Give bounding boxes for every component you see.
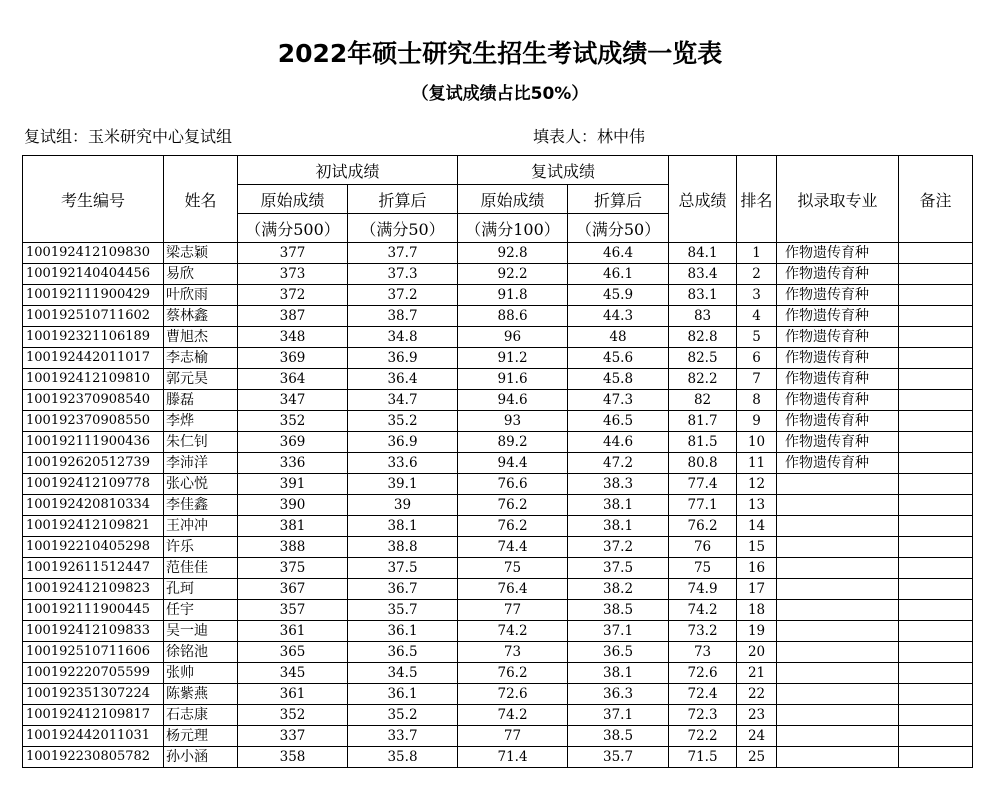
cell-id: 100192510711602 — [23, 306, 164, 327]
cell-retest-conv: 36.5 — [568, 642, 669, 663]
cell-retest-conv: 37.1 — [568, 705, 669, 726]
cell-prelim-conv: 35.2 — [348, 411, 458, 432]
cell-name: 叶欣雨 — [164, 285, 238, 306]
cell-prelim-raw: 375 — [238, 558, 348, 579]
table-row — [23, 558, 973, 579]
cell-id: 100192412109821 — [23, 516, 164, 537]
table-row — [23, 264, 973, 285]
cell-prelim-conv: 34.5 — [348, 663, 458, 684]
cell-major: 作物遗传育种 — [777, 285, 899, 306]
cell-retest-conv: 35.7 — [568, 747, 669, 768]
cell-total: 74.2 — [669, 600, 737, 621]
cell-note — [899, 285, 973, 306]
cell-retest-raw: 76.2 — [458, 663, 568, 684]
cell-prelim-conv: 37.2 — [348, 285, 458, 306]
cell-retest-raw: 96 — [458, 327, 568, 348]
cell-prelim-conv: 35.8 — [348, 747, 458, 768]
cell-retest-raw: 92.8 — [458, 243, 568, 264]
header-retest-conv: 折算后 — [568, 185, 669, 214]
cell-total: 80.8 — [669, 453, 737, 474]
cell-retest-conv: 45.9 — [568, 285, 669, 306]
cell-id: 100192412109778 — [23, 474, 164, 495]
table-row — [23, 327, 973, 348]
cell-retest-conv: 37.2 — [568, 537, 669, 558]
cell-retest-conv: 45.6 — [568, 348, 669, 369]
cell-major — [777, 579, 899, 600]
cell-total: 83 — [669, 306, 737, 327]
cell-prelim-conv: 37.3 — [348, 264, 458, 285]
cell-rank: 13 — [737, 495, 777, 516]
cell-total: 82 — [669, 390, 737, 411]
cell-note — [899, 348, 973, 369]
cell-rank: 10 — [737, 432, 777, 453]
cell-retest-raw: 91.8 — [458, 285, 568, 306]
cell-major — [777, 747, 899, 768]
cell-major — [777, 726, 899, 747]
table-row — [23, 537, 973, 558]
cell-note — [899, 621, 973, 642]
table-row — [23, 516, 973, 537]
cell-id: 100192412109833 — [23, 621, 164, 642]
cell-retest-raw: 94.6 — [458, 390, 568, 411]
header-prelim-conv: 折算后 — [348, 185, 458, 214]
table-row — [23, 726, 973, 747]
cell-id: 100192111900436 — [23, 432, 164, 453]
cell-retest-conv: 46.4 — [568, 243, 669, 264]
cell-id: 100192442011017 — [23, 348, 164, 369]
cell-retest-conv: 46.1 — [568, 264, 669, 285]
cell-rank: 17 — [737, 579, 777, 600]
cell-name: 张帅 — [164, 663, 238, 684]
cell-total: 83.4 — [669, 264, 737, 285]
cell-id: 100192370908550 — [23, 411, 164, 432]
cell-note — [899, 726, 973, 747]
cell-prelim-raw: 352 — [238, 411, 348, 432]
table-row — [23, 747, 973, 768]
cell-prelim-conv: 38.8 — [348, 537, 458, 558]
cell-prelim-conv: 39 — [348, 495, 458, 516]
cell-prelim-conv: 36.7 — [348, 579, 458, 600]
cell-note — [899, 432, 973, 453]
cell-major — [777, 558, 899, 579]
cell-major — [777, 705, 899, 726]
cell-prelim-raw: 367 — [238, 579, 348, 600]
cell-total: 83.1 — [669, 285, 737, 306]
cell-major — [777, 516, 899, 537]
cell-prelim-conv: 34.7 — [348, 390, 458, 411]
cell-total: 75 — [669, 558, 737, 579]
cell-total: 76.2 — [669, 516, 737, 537]
cell-id: 100192220705599 — [23, 663, 164, 684]
cell-rank: 1 — [737, 243, 777, 264]
cell-id: 100192351307224 — [23, 684, 164, 705]
cell-retest-raw: 76.2 — [458, 495, 568, 516]
cell-note — [899, 663, 973, 684]
cell-id: 100192370908540 — [23, 390, 164, 411]
cell-retest-conv: 44.3 — [568, 306, 669, 327]
cell-note — [899, 747, 973, 768]
table-row — [23, 348, 973, 369]
table-row — [23, 369, 973, 390]
cell-prelim-raw: 345 — [238, 663, 348, 684]
table-row — [23, 579, 973, 600]
cell-retest-raw: 73 — [458, 642, 568, 663]
cell-total: 76 — [669, 537, 737, 558]
table-header — [23, 156, 973, 243]
header-prelim-raw-max: （满分500） — [238, 214, 348, 243]
cell-total: 73.2 — [669, 621, 737, 642]
cell-rank: 23 — [737, 705, 777, 726]
cell-name: 郭元昊 — [164, 369, 238, 390]
cell-id: 100192412109817 — [23, 705, 164, 726]
cell-note — [899, 642, 973, 663]
cell-total: 82.2 — [669, 369, 737, 390]
header-note: 备注 — [899, 156, 973, 243]
cell-name: 孔珂 — [164, 579, 238, 600]
cell-major — [777, 684, 899, 705]
cell-name: 徐铭池 — [164, 642, 238, 663]
table-row — [23, 432, 973, 453]
cell-rank: 18 — [737, 600, 777, 621]
cell-total: 81.7 — [669, 411, 737, 432]
table-row — [23, 663, 973, 684]
cell-retest-raw: 89.2 — [458, 432, 568, 453]
cell-major — [777, 600, 899, 621]
cell-retest-raw: 88.6 — [458, 306, 568, 327]
cell-id: 100192442011031 — [23, 726, 164, 747]
cell-id: 100192210405298 — [23, 537, 164, 558]
header-prelim-raw: 原始成绩 — [238, 185, 348, 214]
cell-name: 张心悦 — [164, 474, 238, 495]
cell-retest-raw: 93 — [458, 411, 568, 432]
header-id: 考生编号 — [23, 156, 164, 243]
cell-prelim-conv: 34.8 — [348, 327, 458, 348]
cell-name: 杨元理 — [164, 726, 238, 747]
cell-id: 100192111900429 — [23, 285, 164, 306]
document-title: 2022年硕士研究生招生考试成绩一览表 — [277, 39, 723, 68]
cell-rank: 14 — [737, 516, 777, 537]
cell-prelim-conv: 35.7 — [348, 600, 458, 621]
cell-rank: 7 — [737, 369, 777, 390]
cell-note — [899, 684, 973, 705]
cell-name: 滕磊 — [164, 390, 238, 411]
cell-prelim-raw: 365 — [238, 642, 348, 663]
cell-rank: 22 — [737, 684, 777, 705]
cell-prelim-raw: 372 — [238, 285, 348, 306]
header-prelim: 初试成绩 — [238, 156, 458, 185]
cell-prelim-raw: 377 — [238, 243, 348, 264]
cell-prelim-conv: 33.6 — [348, 453, 458, 474]
cell-rank: 4 — [737, 306, 777, 327]
cell-prelim-conv: 37.7 — [348, 243, 458, 264]
cell-name: 陈紫燕 — [164, 684, 238, 705]
cell-total: 72.2 — [669, 726, 737, 747]
cell-prelim-raw: 369 — [238, 432, 348, 453]
cell-rank: 12 — [737, 474, 777, 495]
cell-name: 李沛洋 — [164, 453, 238, 474]
cell-retest-raw: 74.4 — [458, 537, 568, 558]
cell-retest-conv: 38.5 — [568, 600, 669, 621]
cell-id: 100192412109810 — [23, 369, 164, 390]
cell-rank: 21 — [737, 663, 777, 684]
cell-major: 作物遗传育种 — [777, 411, 899, 432]
cell-name: 梁志颖 — [164, 243, 238, 264]
cell-total: 74.9 — [669, 579, 737, 600]
cell-retest-raw: 91.2 — [458, 348, 568, 369]
cell-retest-raw: 94.4 — [458, 453, 568, 474]
cell-note — [899, 474, 973, 495]
cell-prelim-conv: 37.5 — [348, 558, 458, 579]
cell-retest-conv: 38.3 — [568, 474, 669, 495]
cell-prelim-conv: 39.1 — [348, 474, 458, 495]
cell-prelim-conv: 36.1 — [348, 684, 458, 705]
cell-name: 吴一迪 — [164, 621, 238, 642]
cell-major — [777, 642, 899, 663]
cell-id: 100192620512739 — [23, 453, 164, 474]
cell-note — [899, 243, 973, 264]
cell-prelim-raw: 390 — [238, 495, 348, 516]
cell-prelim-conv: 38.1 — [348, 516, 458, 537]
table-row — [23, 390, 973, 411]
cell-prelim-raw: 391 — [238, 474, 348, 495]
cell-prelim-raw: 387 — [238, 306, 348, 327]
cell-prelim-raw: 357 — [238, 600, 348, 621]
cell-name: 朱仁钊 — [164, 432, 238, 453]
cell-major — [777, 495, 899, 516]
preparer-label: 填表人：林中伟 — [533, 127, 646, 146]
header-major: 拟录取专业 — [777, 156, 899, 243]
cell-retest-conv: 47.3 — [568, 390, 669, 411]
document-subtitle: （复试成绩占比50%） — [411, 84, 589, 104]
cell-retest-conv: 46.5 — [568, 411, 669, 432]
cell-retest-raw: 76.4 — [458, 579, 568, 600]
cell-major: 作物遗传育种 — [777, 264, 899, 285]
cell-retest-raw: 76.6 — [458, 474, 568, 495]
cell-id: 100192420810334 — [23, 495, 164, 516]
cell-total: 77.1 — [669, 495, 737, 516]
cell-rank: 8 — [737, 390, 777, 411]
cell-total: 82.5 — [669, 348, 737, 369]
table-row — [23, 705, 973, 726]
cell-retest-conv: 38.1 — [568, 495, 669, 516]
cell-rank: 15 — [737, 537, 777, 558]
cell-retest-raw: 71.4 — [458, 747, 568, 768]
header-retest-raw: 原始成绩 — [458, 185, 568, 214]
cell-prelim-raw: 381 — [238, 516, 348, 537]
cell-id: 100192510711606 — [23, 642, 164, 663]
cell-note — [899, 558, 973, 579]
cell-retest-raw: 75 — [458, 558, 568, 579]
cell-prelim-raw: 337 — [238, 726, 348, 747]
table-row — [23, 621, 973, 642]
cell-retest-conv: 37.1 — [568, 621, 669, 642]
cell-prelim-raw: 361 — [238, 684, 348, 705]
cell-major: 作物遗传育种 — [777, 369, 899, 390]
cell-total: 77.4 — [669, 474, 737, 495]
cell-name: 李烨 — [164, 411, 238, 432]
score-table — [22, 155, 973, 768]
cell-rank: 25 — [737, 747, 777, 768]
cell-name: 孙小涵 — [164, 747, 238, 768]
cell-prelim-raw: 358 — [238, 747, 348, 768]
cell-retest-conv: 44.6 — [568, 432, 669, 453]
cell-total: 82.8 — [669, 327, 737, 348]
cell-prelim-raw: 347 — [238, 390, 348, 411]
cell-retest-raw: 74.2 — [458, 705, 568, 726]
cell-major: 作物遗传育种 — [777, 306, 899, 327]
cell-rank: 19 — [737, 621, 777, 642]
cell-prelim-conv: 33.7 — [348, 726, 458, 747]
cell-retest-raw: 91.6 — [458, 369, 568, 390]
cell-note — [899, 516, 973, 537]
header-name: 姓名 — [164, 156, 238, 243]
cell-name: 任宇 — [164, 600, 238, 621]
cell-name: 范佳佳 — [164, 558, 238, 579]
cell-note — [899, 390, 973, 411]
cell-rank: 2 — [737, 264, 777, 285]
cell-retest-raw: 92.2 — [458, 264, 568, 285]
cell-prelim-raw: 352 — [238, 705, 348, 726]
cell-id: 100192111900445 — [23, 600, 164, 621]
cell-note — [899, 327, 973, 348]
cell-note — [899, 705, 973, 726]
cell-rank: 3 — [737, 285, 777, 306]
cell-note — [899, 264, 973, 285]
cell-prelim-raw: 348 — [238, 327, 348, 348]
cell-retest-conv: 45.8 — [568, 369, 669, 390]
cell-major — [777, 537, 899, 558]
cell-note — [899, 411, 973, 432]
cell-prelim-conv: 36.9 — [348, 432, 458, 453]
cell-retest-conv: 38.1 — [568, 663, 669, 684]
cell-total: 72.3 — [669, 705, 737, 726]
cell-rank: 6 — [737, 348, 777, 369]
cell-retest-conv: 36.3 — [568, 684, 669, 705]
header-prelim-conv-max: （满分50） — [348, 214, 458, 243]
cell-prelim-conv: 35.2 — [348, 705, 458, 726]
cell-note — [899, 306, 973, 327]
cell-retest-conv: 48 — [568, 327, 669, 348]
cell-prelim-conv: 36.1 — [348, 621, 458, 642]
table-row — [23, 495, 973, 516]
cell-prelim-conv: 36.4 — [348, 369, 458, 390]
cell-prelim-raw: 336 — [238, 453, 348, 474]
cell-retest-conv: 47.2 — [568, 453, 669, 474]
cell-id: 100192611512447 — [23, 558, 164, 579]
cell-name: 王冲冲 — [164, 516, 238, 537]
cell-name: 李佳鑫 — [164, 495, 238, 516]
cell-total: 84.1 — [669, 243, 737, 264]
cell-note — [899, 579, 973, 600]
cell-retest-raw: 72.6 — [458, 684, 568, 705]
cell-note — [899, 600, 973, 621]
cell-prelim-raw: 364 — [238, 369, 348, 390]
cell-total: 73 — [669, 642, 737, 663]
cell-retest-raw: 74.2 — [458, 621, 568, 642]
header-retest-conv-max: （满分50） — [568, 214, 669, 243]
cell-name: 易欣 — [164, 264, 238, 285]
cell-id: 100192140404456 — [23, 264, 164, 285]
header-retest: 复试成绩 — [458, 156, 669, 185]
cell-rank: 9 — [737, 411, 777, 432]
table-row — [23, 453, 973, 474]
table-body — [23, 243, 973, 768]
cell-major: 作物遗传育种 — [777, 348, 899, 369]
cell-retest-conv: 38.1 — [568, 516, 669, 537]
cell-prelim-raw: 369 — [238, 348, 348, 369]
cell-name: 许乐 — [164, 537, 238, 558]
cell-major — [777, 663, 899, 684]
cell-major: 作物遗传育种 — [777, 327, 899, 348]
cell-id: 100192230805782 — [23, 747, 164, 768]
cell-retest-conv: 37.5 — [568, 558, 669, 579]
header-rank: 排名 — [737, 156, 777, 243]
cell-note — [899, 369, 973, 390]
cell-rank: 11 — [737, 453, 777, 474]
header-total: 总成绩 — [669, 156, 737, 243]
cell-prelim-conv: 36.9 — [348, 348, 458, 369]
cell-rank: 5 — [737, 327, 777, 348]
cell-retest-conv: 38.5 — [568, 726, 669, 747]
cell-note — [899, 453, 973, 474]
cell-id: 100192412109823 — [23, 579, 164, 600]
cell-id: 100192412109830 — [23, 243, 164, 264]
cell-prelim-conv: 38.7 — [348, 306, 458, 327]
cell-retest-raw: 77 — [458, 726, 568, 747]
cell-rank: 24 — [737, 726, 777, 747]
cell-major — [777, 474, 899, 495]
cell-total: 81.5 — [669, 432, 737, 453]
cell-id: 100192321106189 — [23, 327, 164, 348]
cell-prelim-raw: 361 — [238, 621, 348, 642]
cell-prelim-raw: 388 — [238, 537, 348, 558]
cell-major: 作物遗传育种 — [777, 390, 899, 411]
table-row — [23, 243, 973, 264]
cell-total: 72.6 — [669, 663, 737, 684]
table-row — [23, 411, 973, 432]
cell-rank: 20 — [737, 642, 777, 663]
cell-major: 作物遗传育种 — [777, 432, 899, 453]
cell-retest-raw: 76.2 — [458, 516, 568, 537]
header-retest-raw-max: （满分100） — [458, 214, 568, 243]
cell-note — [899, 495, 973, 516]
cell-major: 作物遗传育种 — [777, 453, 899, 474]
table-row — [23, 306, 973, 327]
table-row — [23, 600, 973, 621]
cell-prelim-raw: 373 — [238, 264, 348, 285]
table-row — [23, 642, 973, 663]
cell-major — [777, 621, 899, 642]
cell-prelim-conv: 36.5 — [348, 642, 458, 663]
cell-name: 石志康 — [164, 705, 238, 726]
retest-group-label: 复试组：玉米研究中心复试组 — [24, 127, 233, 146]
table-row — [23, 684, 973, 705]
cell-note — [899, 537, 973, 558]
cell-rank: 16 — [737, 558, 777, 579]
cell-major: 作物遗传育种 — [777, 243, 899, 264]
cell-total: 72.4 — [669, 684, 737, 705]
cell-name: 曹旭杰 — [164, 327, 238, 348]
cell-total: 71.5 — [669, 747, 737, 768]
cell-name: 李志榆 — [164, 348, 238, 369]
table-row — [23, 285, 973, 306]
cell-name: 蔡林鑫 — [164, 306, 238, 327]
cell-retest-conv: 38.2 — [568, 579, 669, 600]
cell-retest-raw: 77 — [458, 600, 568, 621]
table-row — [23, 474, 973, 495]
